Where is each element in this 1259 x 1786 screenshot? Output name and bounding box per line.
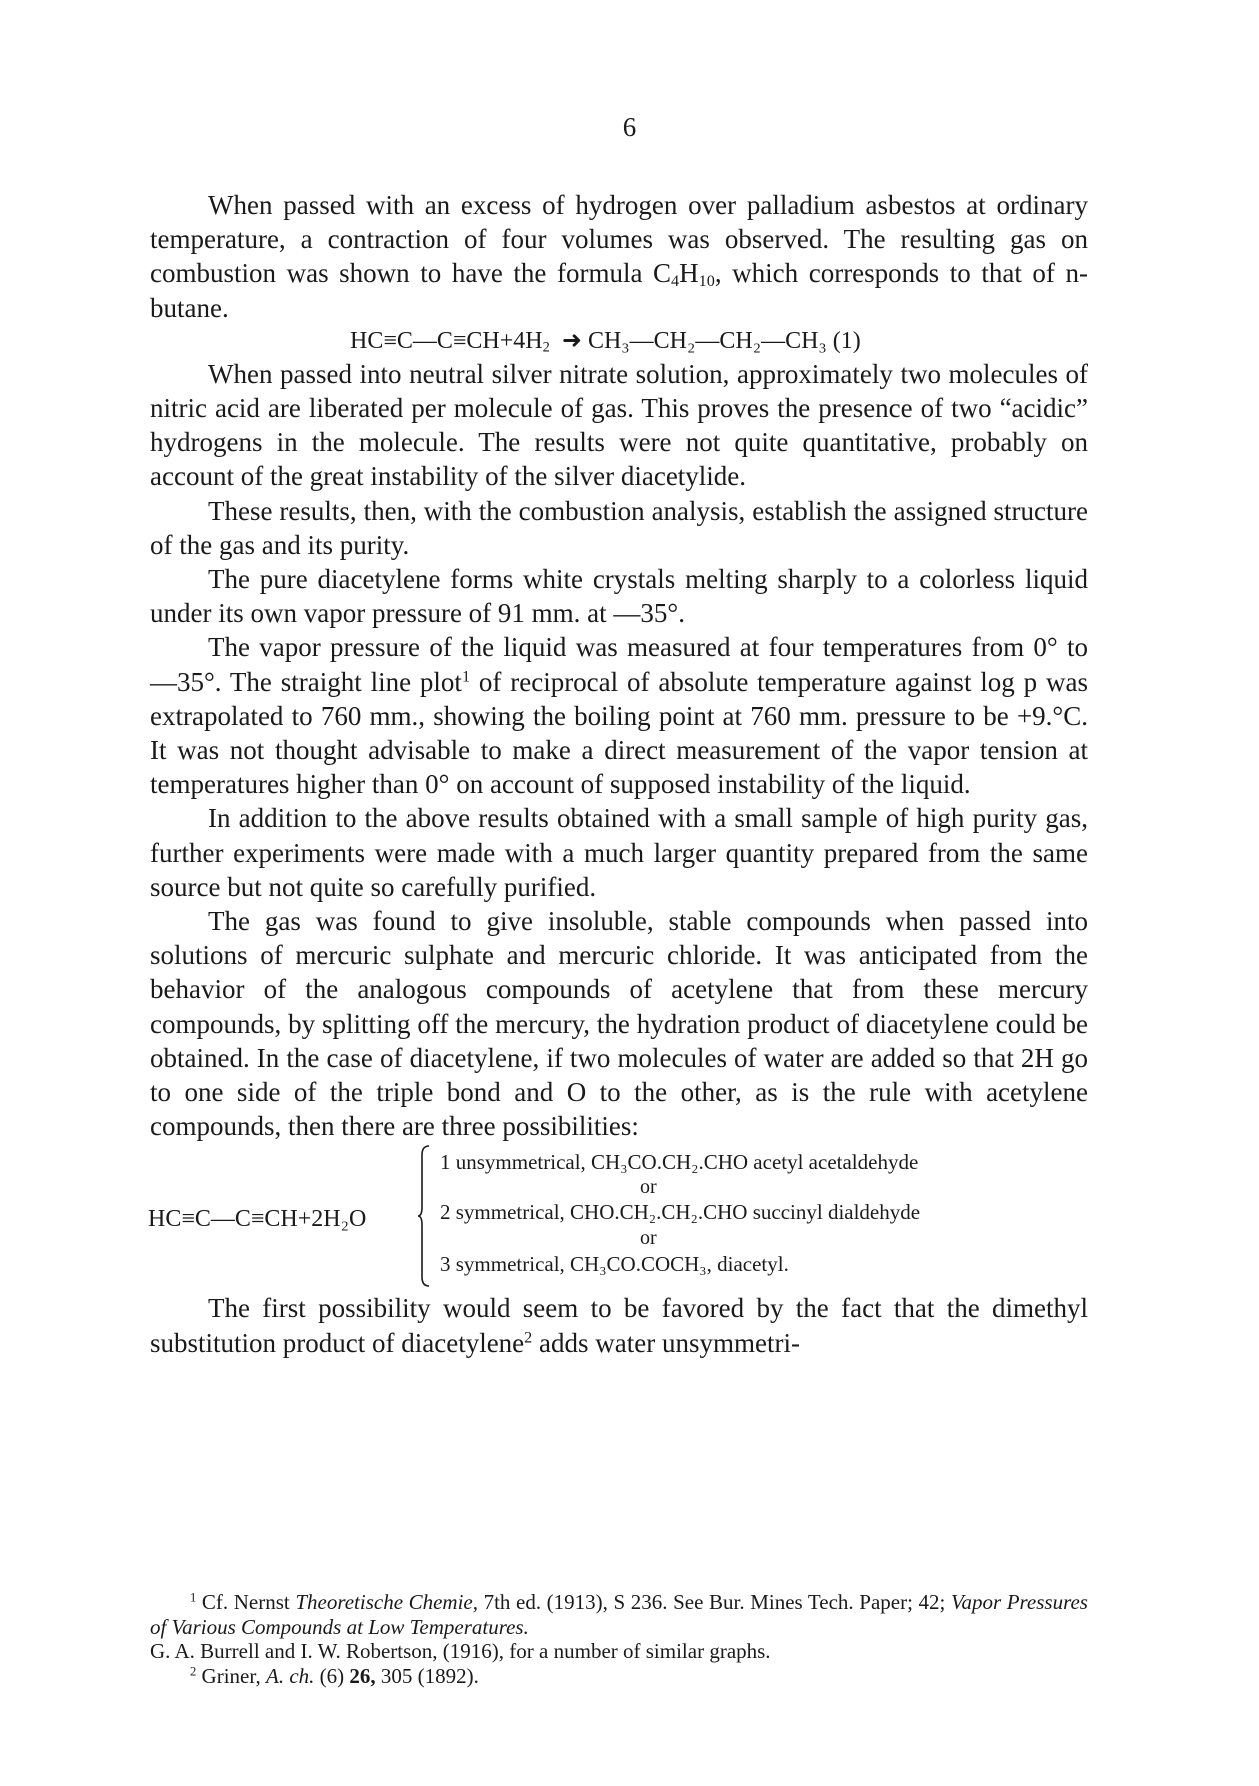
brace-icon [418,1145,430,1287]
arrow-icon: ➜ [561,327,582,354]
paragraph-1: When passed with an excess of hydrogen over palladium asbestos at ordinary temperature, a contraction of four volumes was observed. The resulting gas on combustion was shown to have the formula $C_4H_{10}$, which corresponds to that of n-butane. [150,190,1088,323]
equation-hydrogenation: $HC\equiv C—C\equiv CH+4H_2$ ➜ CH₃—CH₂—CH₂—CH₃ (1) [350,327,861,356]
hydration-possibilities [150,1145,1088,1291]
paragraph-4: The pure diacetylene forms white crystals melting sharply to a colorless liquid under its own vapor pressure of 91 mm. at —35°. [150,564,1088,629]
reaction-lhs: HC≡C—C≡CH+2H₂O [148,1206,367,1233]
body-text [150,188,1088,1360]
paragraph-5: The vapor pressure of the liquid was measured at four temperatures from 0° to —35°. The straight line plot$^1$ of reciprocal of absolute temperature against log p was extrapolated to 760 mm., showing the boiling point at 760 mm. pressure to be +9.°C. It was not thought advisable to make a direct measurement of the vapor tension at temperatures higher than 0° on account of supposed instability of the liquid. [150,632,1088,800]
footnote-ref-1[interactable]: 1 [461,666,471,685]
footnote-1-continued: G. A. Burrell and I. W. Robertson, (1916), for a number of similar graphs. [150,1639,771,1663]
option-3: 3 symmetrical, CH₃CO.COCH₃, diacetyl. [440,1252,789,1277]
or-1: or [640,1176,657,1199]
paragraph-2: When passed into neutral silver nitrate solution, approximately two molecules of nitric acid are liberated per molecule of gas. This proves the presence of two “acidic” hydrogens in the molecule. The results were not quite quantitative, probably on account of the great instability of the silver diacetylide. [150,358,1088,492]
option-2: 2 symmetrical, CHO.CH₂.CH₂.CHO succinyl dialdehyde [440,1200,921,1225]
footnote-2: $^2$ Griner, A. ch. (6) 26, 305 (1892). [190,1663,479,1688]
or-2: or [640,1227,657,1250]
paragraph-7: The gas was found to give insoluble, stable compounds when passed into solutions of mercuric sulphate and mercuric chloride. It was anticipated from the behavior of the analogous compounds of acetylene that from these mercury compounds, by splitting off the mercury, the hydration product of diacetylene could be obtained. In the case of diacetylene, if two molecules of water are added so that 2H go to one side of the triple bond and O to the other, as is the rule with acetylene compounds, then there are three possibilities: [150,906,1088,1142]
paragraph-8: The first possibility would seem to be favored by the fact that the dimethyl substitution product of diacetylene$^2$ adds water unsymmetri- [150,1293,1088,1358]
paragraph-6: In addition to the above results obtained with a small sample of high purity gas, further experiments were made with a much larger quantity prepared from the same source but not quite so carefully purified. [150,803,1088,902]
paragraph-3: These results, then, with the combustion analysis, establish the assigned structure of the gas and its purity. [150,495,1088,560]
footnote-1: $^1$ Cf. Nernst Theoretische Chemie, 7th ed. (1913), S 236. See Bur. Mines Tech. Paper; 42; Vapor Pressures of Various Compounds at Low Temperatures. [150,1590,1088,1639]
footnotes [150,1590,1088,1688]
page-number: 6 [622,112,637,142]
option-1: 1 unsymmetrical, CH₃CO.CH₂.CHO acetyl acetaldehyde [440,1150,919,1175]
footnote-ref-2[interactable]: 2 [524,1327,533,1346]
